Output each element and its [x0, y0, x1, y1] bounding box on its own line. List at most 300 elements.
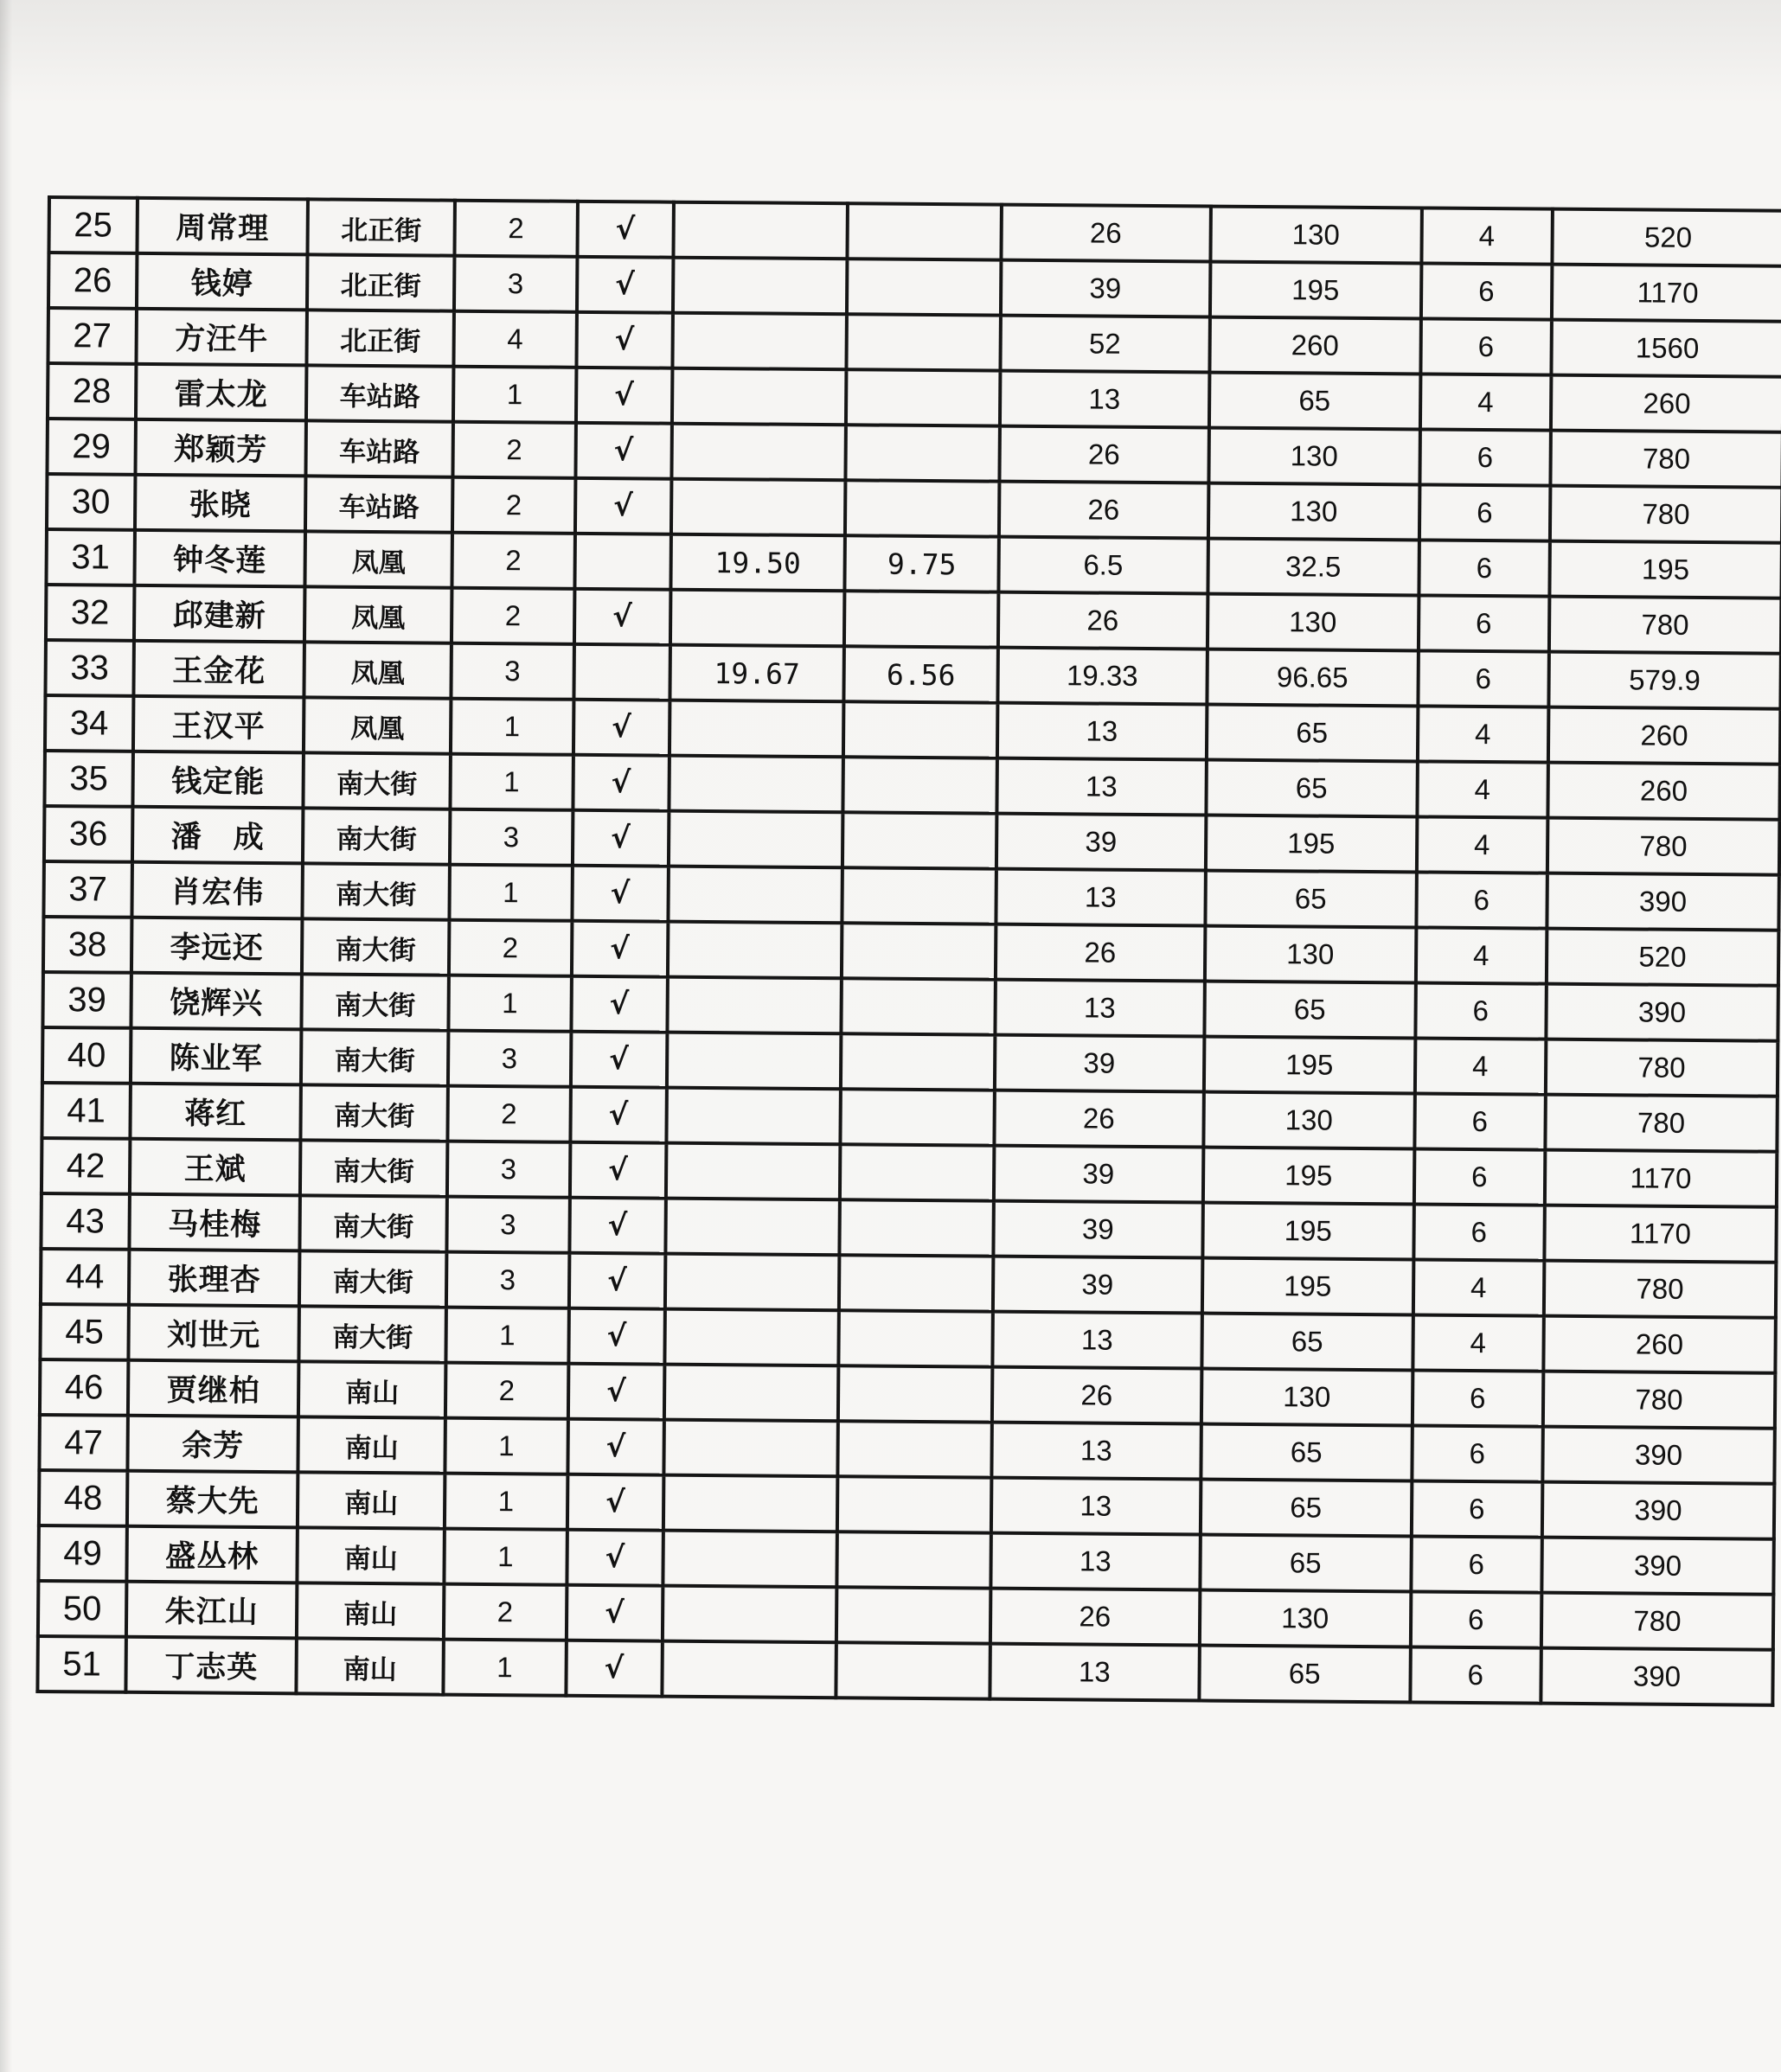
cell-c9: 65	[1201, 1424, 1412, 1481]
cell-c6	[671, 479, 846, 536]
cell-c8: 26	[999, 426, 1208, 483]
cell-c6	[673, 202, 848, 259]
cell-count: 3	[448, 1031, 572, 1087]
cell-c7	[848, 203, 1002, 259]
cell-c7	[840, 1144, 994, 1200]
cell-c11: 1560	[1551, 320, 1781, 377]
cell-street: 凤凰	[304, 697, 451, 753]
cell-count: 1	[444, 1529, 567, 1585]
cell-mark: √	[576, 312, 672, 368]
cell-c6	[663, 1420, 838, 1477]
cell-c9: 65	[1207, 705, 1418, 762]
cell-c10: 6	[1416, 872, 1547, 928]
cell-c10: 6	[1419, 540, 1550, 596]
cell-c11: 260	[1551, 375, 1781, 432]
cell-c11: 390	[1542, 1482, 1775, 1539]
cell-c7	[842, 978, 996, 1034]
cell-c7	[846, 425, 1000, 481]
cell-name: 贾继柏	[128, 1360, 299, 1417]
cell-no: 28	[48, 363, 136, 419]
cell-mark: √	[575, 423, 671, 479]
cell-c9: 195	[1210, 262, 1421, 319]
cell-c7	[843, 757, 997, 813]
cell-count: 1	[445, 1474, 568, 1530]
cell-name: 王斌	[130, 1139, 301, 1196]
cell-c7	[841, 1089, 995, 1145]
cell-c9: 130	[1201, 1369, 1413, 1426]
cell-c6	[670, 590, 845, 647]
cell-c11: 260	[1543, 1316, 1776, 1373]
cell-no: 26	[48, 253, 137, 309]
cell-no: 51	[37, 1636, 125, 1692]
cell-c9: 130	[1208, 428, 1419, 485]
cell-c11: 780	[1543, 1372, 1776, 1429]
cell-c11: 520	[1552, 209, 1781, 266]
cell-count: 3	[446, 1252, 570, 1308]
cell-street: 车站路	[306, 420, 453, 476]
cell-c7	[836, 1642, 990, 1698]
cell-c10: 6	[1419, 429, 1551, 485]
cell-name: 张理杏	[129, 1250, 300, 1307]
cell-count: 3	[454, 256, 578, 312]
cell-name: 蔡大先	[127, 1471, 298, 1528]
cell-c11: 390	[1542, 1427, 1775, 1484]
cell-c8: 13	[1000, 371, 1209, 428]
cell-name: 肖宏伟	[131, 862, 303, 919]
cell-c8: 39	[993, 1201, 1202, 1258]
cell-no: 25	[48, 197, 137, 253]
cell-c9: 130	[1205, 926, 1416, 983]
cell-c6	[663, 1475, 838, 1532]
cell-c9: 65	[1201, 1314, 1413, 1371]
cell-mark: √	[572, 921, 668, 977]
cell-name: 刘世元	[128, 1305, 299, 1362]
cell-c10: 6	[1420, 263, 1552, 319]
cell-c8: 13	[991, 1423, 1201, 1480]
cell-mark: √	[570, 1087, 666, 1143]
cell-street: 南大街	[300, 1140, 447, 1196]
cell-no: 50	[38, 1581, 126, 1637]
cell-street: 南大街	[304, 752, 451, 809]
cell-name: 马桂梅	[129, 1194, 300, 1251]
cell-c11: 1170	[1545, 1150, 1778, 1207]
cell-c11: 520	[1547, 929, 1779, 986]
cell-street: 南大街	[302, 918, 449, 975]
cell-c10: 6	[1411, 1536, 1542, 1592]
cell-c8: 39	[994, 1146, 1203, 1203]
cell-mark: √	[570, 1142, 666, 1199]
cell-c6	[665, 1254, 840, 1311]
cell-c10: 6	[1418, 595, 1549, 651]
cell-c9: 130	[1203, 1092, 1414, 1149]
cell-c8: 13	[990, 1644, 1199, 1701]
cell-c9: 130	[1208, 483, 1419, 540]
cell-c10: 4	[1419, 374, 1551, 430]
cell-count: 3	[447, 1142, 571, 1198]
cell-count: 2	[454, 201, 578, 257]
cell-c6	[664, 1365, 839, 1422]
cell-name: 盛丛林	[126, 1526, 298, 1583]
cell-mark: √	[567, 1585, 663, 1641]
cell-c10: 6	[1412, 1370, 1543, 1426]
cell-c7	[841, 1033, 995, 1090]
cell-c9: 130	[1210, 207, 1421, 264]
cell-c11: 780	[1544, 1261, 1777, 1318]
cell-no: 43	[41, 1193, 129, 1250]
cell-c11: 780	[1545, 1095, 1778, 1152]
cell-c8: 26	[994, 1090, 1203, 1148]
cell-mark: √	[576, 368, 672, 424]
cell-c6	[668, 867, 842, 924]
cell-mark	[573, 644, 669, 700]
cell-c9: 65	[1206, 760, 1417, 817]
cell-no: 40	[42, 1027, 131, 1084]
cell-name: 饶辉兴	[131, 973, 302, 1030]
cell-c7	[840, 1199, 994, 1256]
cell-c9: 65	[1200, 1535, 1411, 1592]
cell-name: 钱定能	[132, 751, 304, 809]
cell-name: 王汉平	[133, 696, 304, 753]
cell-no: 48	[39, 1470, 127, 1526]
cell-c7	[839, 1310, 993, 1366]
cell-street: 南山	[298, 1472, 445, 1528]
cell-name: 朱江山	[126, 1582, 298, 1639]
cell-street: 南大街	[299, 1306, 446, 1362]
cell-c11: 780	[1547, 818, 1780, 875]
cell-c7	[845, 480, 999, 536]
cell-c6	[667, 977, 842, 1034]
cell-street: 南大街	[303, 808, 450, 864]
cell-c9: 195	[1202, 1203, 1413, 1260]
cell-count: 2	[444, 1584, 567, 1640]
cell-c10: 4	[1417, 706, 1548, 762]
cell-c9: 65	[1204, 982, 1415, 1039]
cell-mark: √	[566, 1640, 662, 1697]
cell-name: 郑颖芳	[135, 419, 306, 476]
cell-c10: 6	[1414, 1093, 1546, 1149]
cell-c11: 195	[1549, 541, 1781, 598]
cell-count: 1	[445, 1308, 569, 1364]
cell-c11: 780	[1541, 1593, 1774, 1650]
cell-count: 4	[453, 311, 577, 368]
cell-count: 1	[448, 975, 572, 1032]
cell-c8: 13	[992, 1312, 1201, 1369]
cell-c10: 6	[1420, 318, 1552, 374]
cell-mark: √	[567, 1419, 663, 1475]
cell-c8: 13	[997, 703, 1207, 760]
cell-street: 南大街	[301, 1029, 448, 1085]
cell-c8: 39	[995, 1035, 1204, 1092]
cell-count: 2	[452, 588, 575, 644]
cell-c9: 65	[1199, 1646, 1410, 1703]
cell-c6	[669, 756, 843, 813]
document-sheet	[35, 195, 1781, 1707]
cell-mark: √	[577, 257, 673, 313]
cell-name: 李远还	[131, 918, 303, 975]
cell-c9: 195	[1203, 1148, 1414, 1205]
cell-mark: √	[567, 1530, 663, 1586]
cell-c9: 32.5	[1208, 539, 1419, 596]
cell-name: 潘 成	[132, 807, 304, 864]
cell-mark: √	[574, 589, 670, 645]
cell-no: 36	[44, 806, 132, 862]
cell-c6	[672, 313, 847, 370]
cell-c10: 6	[1413, 1148, 1545, 1205]
cell-street: 北正街	[307, 254, 454, 310]
cell-mark: √	[573, 810, 669, 867]
cell-c7	[842, 923, 996, 979]
cell-c6	[668, 922, 842, 979]
cell-c10: 6	[1411, 1480, 1542, 1537]
cell-street: 南大街	[300, 1195, 447, 1251]
cell-street: 北正街	[308, 199, 455, 255]
cell-count: 2	[452, 477, 576, 534]
cell-name: 邱建新	[134, 585, 305, 643]
cell-c8: 52	[1000, 316, 1209, 373]
cell-c8: 13	[996, 758, 1206, 815]
cell-mark: √	[571, 976, 667, 1033]
cell-c6	[671, 424, 846, 481]
cell-c8: 6.5	[998, 537, 1208, 594]
cell-c8: 13	[990, 1533, 1200, 1590]
cell-street: 南山	[298, 1361, 445, 1417]
cell-mark: √	[569, 1198, 665, 1254]
cell-no: 30	[47, 474, 135, 530]
cell-no: 33	[45, 640, 133, 696]
cell-street: 凤凰	[305, 531, 452, 587]
cell-c8: 26	[999, 482, 1208, 539]
cell-mark	[574, 534, 670, 590]
cell-c11: 780	[1550, 486, 1781, 543]
cell-no: 42	[42, 1138, 130, 1194]
cell-c7	[842, 812, 996, 868]
cell-c10: 6	[1410, 1647, 1541, 1703]
cell-c6: 19.67	[669, 645, 844, 702]
cell-c9: 195	[1204, 1037, 1415, 1094]
cell-count: 1	[451, 699, 574, 755]
cell-count: 2	[445, 1363, 569, 1419]
cell-c10: 4	[1421, 208, 1553, 264]
cell-c8: 26	[992, 1367, 1201, 1424]
cell-count: 1	[445, 1418, 568, 1474]
cell-c10: 4	[1414, 1038, 1546, 1094]
cell-count: 1	[443, 1640, 567, 1696]
cell-street: 车站路	[306, 365, 453, 421]
cell-no: 46	[40, 1359, 128, 1416]
cell-name: 张晓	[135, 475, 306, 532]
cell-c6	[672, 368, 847, 425]
cell-name: 余芳	[127, 1416, 298, 1473]
cell-c6: 19.50	[670, 534, 845, 592]
cell-c10: 6	[1410, 1591, 1541, 1647]
cell-c10: 6	[1418, 650, 1549, 707]
cell-c7	[847, 314, 1001, 370]
cell-c8: 39	[993, 1257, 1202, 1314]
cell-c11: 780	[1550, 431, 1781, 488]
cell-c7: 9.75	[845, 535, 999, 592]
cell-mark: √	[567, 1474, 663, 1531]
cell-c7	[846, 369, 1000, 425]
cell-c8: 26	[998, 592, 1208, 649]
cell-c7	[837, 1476, 991, 1532]
cell-c8: 26	[1001, 205, 1210, 262]
cell-no: 37	[43, 861, 131, 918]
page-edge-shadow	[0, 0, 12, 2072]
cell-c8: 39	[996, 814, 1206, 871]
cell-count: 2	[452, 533, 575, 589]
cell-no: 44	[41, 1249, 129, 1305]
cell-c7	[842, 867, 996, 924]
cell-c7	[838, 1365, 992, 1422]
cell-mark: √	[571, 1032, 667, 1088]
cell-c6	[662, 1641, 836, 1698]
cell-c8: 39	[1001, 260, 1210, 317]
cell-count: 2	[447, 1086, 571, 1142]
cell-c7	[847, 259, 1001, 315]
cell-c10: 4	[1413, 1314, 1544, 1371]
cell-count: 1	[450, 754, 573, 810]
cell-no: 49	[38, 1525, 126, 1582]
cell-street: 南山	[298, 1527, 445, 1583]
cell-street: 南大街	[301, 1084, 448, 1141]
cell-c7	[838, 1421, 992, 1477]
cell-c11: 390	[1547, 873, 1779, 930]
cell-name: 钟冬莲	[134, 530, 305, 587]
table-body	[37, 197, 1781, 1705]
cell-name: 周常理	[137, 198, 308, 255]
cell-c7: 6.56	[844, 646, 998, 702]
cell-no: 29	[47, 419, 135, 475]
cell-c9: 130	[1199, 1590, 1410, 1647]
cell-street: 北正街	[307, 310, 454, 366]
cell-no: 31	[46, 529, 134, 585]
cell-c10: 6	[1412, 1425, 1543, 1481]
cell-c10: 4	[1417, 761, 1548, 817]
cell-c11: 390	[1541, 1648, 1773, 1705]
cell-street: 车站路	[305, 476, 452, 532]
cell-mark: √	[577, 201, 673, 258]
cell-c9: 65	[1205, 871, 1416, 928]
cell-c8: 26	[990, 1589, 1200, 1646]
cell-no: 38	[43, 917, 131, 973]
cell-street: 南大街	[299, 1250, 446, 1307]
cell-count: 1	[449, 865, 573, 921]
cell-c6	[666, 1143, 841, 1200]
cell-street: 凤凰	[304, 586, 452, 643]
cell-c6	[666, 1088, 841, 1145]
cell-c10: 4	[1416, 816, 1547, 873]
cell-c8: 26	[996, 924, 1205, 982]
cell-no: 35	[44, 751, 132, 807]
cell-street: 南山	[298, 1417, 445, 1473]
cell-name: 陈业军	[131, 1028, 302, 1085]
cell-c9: 130	[1208, 594, 1419, 651]
cell-street: 南山	[297, 1583, 444, 1639]
cell-no: 47	[39, 1415, 127, 1471]
cell-c10: 6	[1413, 1204, 1545, 1260]
cell-mark: √	[573, 755, 669, 811]
cell-c9: 195	[1202, 1258, 1413, 1315]
cell-c11: 390	[1541, 1538, 1774, 1595]
cell-c9: 195	[1206, 815, 1417, 873]
cell-c11: 1170	[1552, 265, 1781, 322]
cell-no: 34	[45, 695, 133, 751]
cell-c9: 96.65	[1207, 649, 1418, 707]
cell-count: 3	[450, 809, 573, 866]
cell-street: 凤凰	[304, 642, 452, 698]
cell-street: 南山	[297, 1638, 444, 1694]
cell-no: 45	[40, 1304, 128, 1360]
cell-c7	[844, 591, 998, 647]
cell-c11: 1170	[1544, 1205, 1777, 1263]
cell-c9: 260	[1209, 317, 1420, 374]
cell-c11: 780	[1549, 597, 1781, 654]
cell-name: 蒋红	[130, 1084, 301, 1141]
subsidy-table	[35, 195, 1781, 1707]
cell-c6	[669, 700, 844, 758]
cell-name: 丁志英	[125, 1637, 297, 1694]
cell-c11: 579.9	[1548, 652, 1781, 709]
cell-c8: 13	[996, 869, 1205, 926]
cell-c6	[664, 1309, 839, 1366]
cell-c7	[843, 701, 997, 758]
cell-street: 南大街	[303, 863, 450, 919]
cell-no: 32	[46, 585, 134, 641]
cell-c6	[667, 1033, 842, 1090]
cell-count: 3	[446, 1197, 570, 1253]
cell-mark: √	[568, 1308, 664, 1365]
cell-name: 方汪牛	[136, 309, 307, 366]
cell-count: 1	[453, 367, 577, 423]
cell-c11: 780	[1546, 1039, 1778, 1097]
cell-c6	[665, 1199, 840, 1256]
cell-c10: 6	[1419, 484, 1550, 540]
cell-mark: √	[573, 700, 669, 756]
cell-name: 雷太龙	[136, 364, 307, 421]
cell-c6	[673, 258, 848, 315]
cell-c11: 390	[1546, 984, 1778, 1041]
cell-count: 2	[452, 422, 576, 478]
cell-mark: √	[568, 1364, 664, 1420]
cell-count: 2	[449, 920, 573, 976]
cell-c9: 65	[1201, 1480, 1412, 1537]
cell-no: 41	[42, 1083, 130, 1139]
cell-c7	[837, 1532, 991, 1588]
cell-mark: √	[569, 1253, 665, 1309]
cell-name: 钱婷	[137, 253, 308, 310]
cell-c10: 4	[1413, 1259, 1544, 1315]
cell-no: 39	[42, 972, 131, 1028]
cell-mark: √	[575, 478, 671, 534]
cell-c7	[839, 1255, 993, 1311]
cell-c10: 6	[1415, 982, 1547, 1039]
cell-c11: 260	[1548, 707, 1781, 764]
cell-count: 3	[451, 643, 574, 700]
cell-c11: 260	[1547, 763, 1780, 820]
cell-street: 南大街	[302, 974, 449, 1030]
cell-mark: √	[572, 866, 668, 922]
cell-c8: 19.33	[997, 648, 1207, 705]
cell-c6	[669, 811, 843, 868]
cell-c7	[836, 1587, 990, 1643]
cell-c8: 13	[995, 980, 1204, 1037]
cell-c6	[663, 1586, 837, 1643]
cell-c6	[663, 1531, 837, 1588]
cell-c10: 4	[1415, 927, 1547, 983]
cell-no: 27	[48, 308, 136, 364]
cell-name: 王金花	[133, 641, 304, 698]
cell-c9: 65	[1209, 373, 1420, 430]
